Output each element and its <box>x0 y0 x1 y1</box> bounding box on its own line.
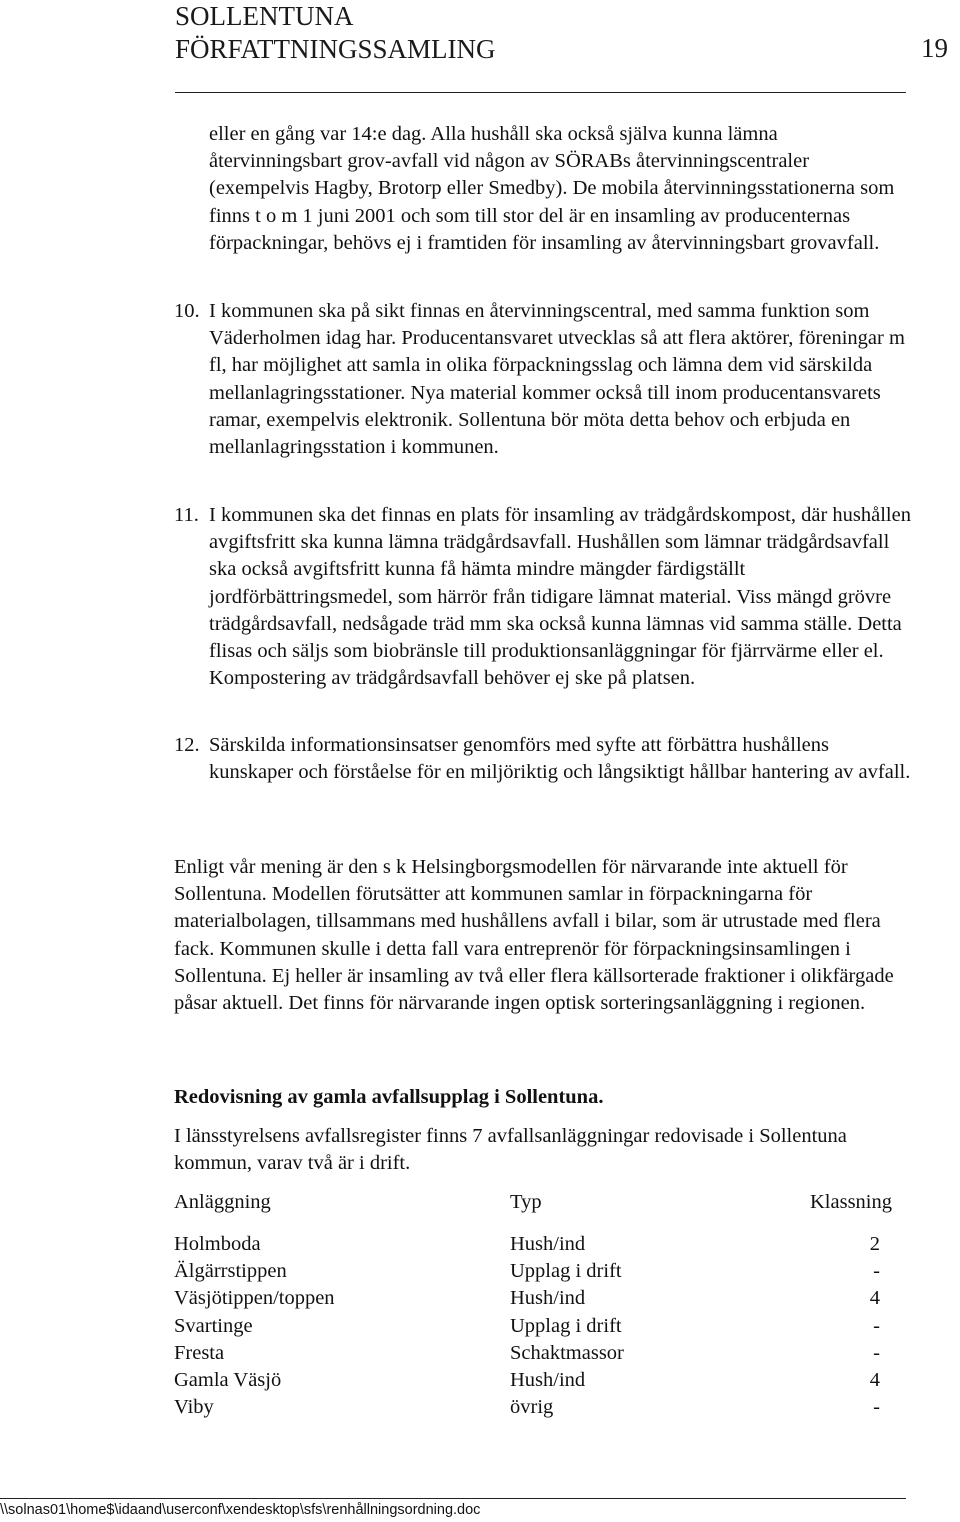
footer-divider <box>0 1498 906 1499</box>
facility-type: Hush/ind <box>510 1287 586 1310</box>
column-header-klassning: Klassning <box>810 1191 892 1214</box>
facility-name: Gamla Väsjö <box>174 1369 282 1392</box>
facility-class: 4 <box>869 1369 880 1392</box>
item-number: 10. <box>174 300 200 322</box>
column-header-typ: Typ <box>510 1191 542 1214</box>
table-row <box>174 1231 892 1258</box>
facility-name: Viby <box>174 1396 214 1419</box>
section-heading: Redovisning av gamla avfallsupplag i Sollentuna. <box>174 1086 604 1108</box>
table-row <box>174 1258 892 1285</box>
facility-type: Schaktmassor <box>510 1341 624 1364</box>
document-series-title <box>175 0 496 66</box>
facility-class: 4 <box>869 1287 880 1310</box>
table-row <box>174 1394 892 1421</box>
facility-class: - <box>873 1341 880 1364</box>
continuation-paragraph: eller en gång var 14:e dag. Alla hushåll ska också själva kunna lämna återvinningsbart grov-avfall vid någon av SÖRABs återvinningscentraler (exempelvis Hagby, Brotorp eller Smedby). De mobila återvinningsstationerna som finns t o m 1 juni 2001 och som till stor del är en insamling av producenternas förpackningar, behövs ej i framtiden för insamling av återvinningsbart grovavfall. <box>209 123 895 254</box>
facility-type: Upplag i drift <box>510 1260 622 1283</box>
column-header-anlaggning: Anläggning <box>174 1191 271 1214</box>
facility-class: - <box>873 1314 880 1337</box>
item-number: 12. <box>174 734 200 756</box>
table-row <box>174 1340 892 1367</box>
table-row <box>174 1285 892 1312</box>
section-intro: I länsstyrelsens avfallsregister finns 7 avfallsanläggningar redovisade i Sollentuna kommun, varav två är i drift. <box>174 1125 847 1175</box>
item-text: I kommunen ska det finnas en plats för insamling av trädgårdskompost, där hushållen avgiftsfritt ska kunna lämna trädgårdsavfall. Hushållen som lämnar trädgårdsavfall ska också avgiftsfritt kunna få hämta mindre mängder färdigställt jordförbättringsmedel, som härrör från tidigare lämnat material. Viss mängd grövre trädgårdsavfall, nedsågade träd mm ska också kunna lämnas vid samma ställe. Detta flisas och säljs som biobränsle till produktionsanläggningar för fjärrvärme eller el. Kompostering av trädgårdsavfall behöver ej ske på platsen. <box>209 504 911 690</box>
facility-class: 2 <box>869 1233 880 1255</box>
facility-name: Väsjötippen/toppen <box>174 1287 335 1310</box>
title-line-2: FÖRFATTNINGSSAMLING <box>175 34 496 64</box>
facility-type: Hush/ind <box>510 1233 586 1255</box>
header-divider <box>175 92 906 93</box>
facility-name: Holmboda <box>174 1233 261 1255</box>
facility-type: Hush/ind <box>510 1369 586 1392</box>
item-text: I kommunen ska på sikt finnas en återvinningscentral, med samma funktion som Väderholmen idag har. Producentansvaret utvecklas så att flera aktörer, föreningar m fl, har möjlighet att samla in olika förpackningsslag och lämna dem vid särskilda mellanlagringsstationer. Nya material kommer också till inom producentansvarets ramar, exempelvis elektronik. Sollentuna bör möta detta behov och erbjuda en mellanlagringsstation i kommunen. <box>209 300 905 459</box>
table-row <box>174 1367 892 1394</box>
opinion-paragraph: Enligt vår mening är den s k Helsingborgsmodellen för närvarande inte aktuell för Sollentuna. Modellen förutsätter att kommunen samlar in förpackningarna för materialbolagen, tillsammans med hushållens avfall i bilar, som är utrustade med flera fack. Kommunen skulle i detta fall vara entreprenör för förpackningsinsamlingen i Sollentuna. Ej heller är insamling av två eller flera källsorterade fraktioner i olikfärgade påsar aktuell. Det finns för närvarande ingen optisk sorteringsanläggning i regionen. <box>174 856 894 1015</box>
table-row <box>174 1313 892 1340</box>
facility-name: Älgärrstippen <box>174 1260 287 1283</box>
item-number: 11. <box>174 504 199 526</box>
footer-file-path: \\solnas01\home$\idaand\userconf\xendesktop\sfs\renhållningsordning.doc <box>0 1502 481 1518</box>
facility-type: övrig <box>510 1396 554 1419</box>
title-line-1: SOLLENTUNA <box>175 1 354 31</box>
table-header-row <box>174 1188 892 1231</box>
facility-type: Upplag i drift <box>510 1314 622 1337</box>
facility-class: - <box>873 1396 880 1419</box>
facility-name: Svartinge <box>174 1314 253 1337</box>
page-number: 19 <box>921 33 948 63</box>
facility-class: - <box>873 1260 880 1283</box>
item-text: Särskilda informationsinsatser genomförs med syfte att förbättra hushållens kunskaper och förståelse för en miljöriktig och långsiktigt hållbar hantering av avfall. <box>209 734 911 784</box>
facility-name: Fresta <box>174 1341 225 1364</box>
facility-table <box>174 1188 892 1421</box>
